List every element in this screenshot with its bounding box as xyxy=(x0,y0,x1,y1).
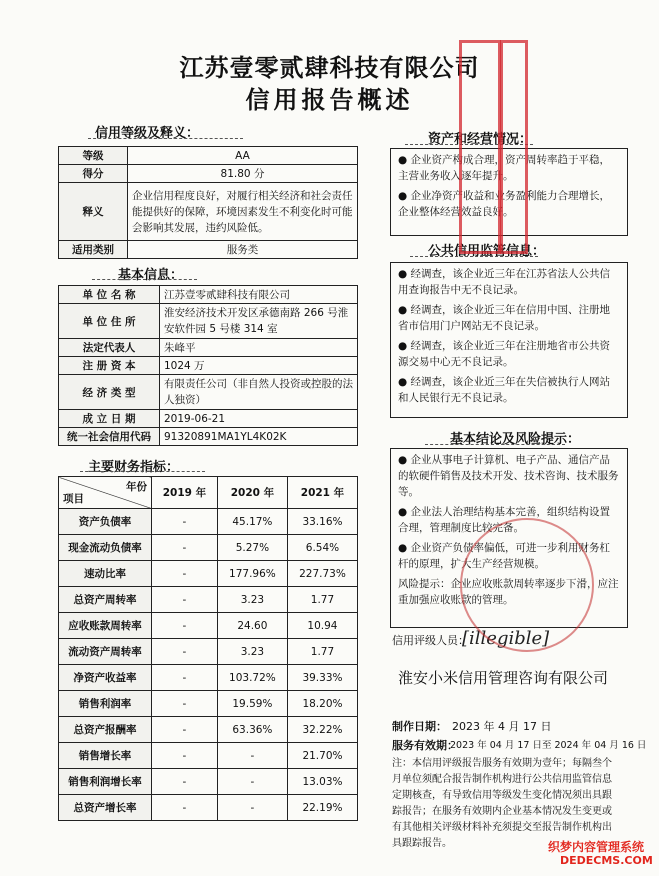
metric-value: 10.94 xyxy=(287,613,357,639)
metric-name: 销售增长率 xyxy=(59,743,152,769)
company-seal xyxy=(460,518,594,652)
header-year: 年份 xyxy=(126,481,147,493)
report-subtitle: 信用报告概述 xyxy=(245,85,414,114)
metric-value: 32.22% xyxy=(287,717,357,743)
credit-section-title: 信用等级及释义： xyxy=(95,126,200,141)
conclusion-item: ● 企业从事电子计算机、电子产品、通信产品的软硬件销售及技术开发、技术咨询、技术服务等。 xyxy=(398,454,619,498)
metric-value: - xyxy=(152,795,218,821)
supervision-item: ● 经调查，该企业近三年在注册地省市公共资源交易中心无不良记录。 xyxy=(398,340,610,368)
basic-key: 经 济 类 型 xyxy=(59,375,160,410)
conclusion-item: ● 企业法人治理结构基本完善，组织结构设置合理，管理制度比较完备。 xyxy=(398,506,610,534)
metric-name: 速动比率 xyxy=(59,561,152,587)
validity-note: 注：本信用评级报告服务有效期为壹年；每隔叁个月单位须配合报告制作机构进行公共信用监管信息定期核查，有导致信用等级发生变化情况须出具跟踪报告；在服务有效期内企业基本情况发生变更或有其他相关评级材料补充须提交至报告制作机构出具跟踪报告。 xyxy=(392,758,612,849)
metric-value: - xyxy=(217,743,287,769)
basic-value: 91320891MA1YL4K02K xyxy=(160,428,358,446)
supervision-item: ● 经调查，该企业近三年在信用中国、注册地省市信用门户网站无不良记录。 xyxy=(398,304,610,332)
metric-value: 24.60 xyxy=(217,613,287,639)
valid-label: 服务有效期： xyxy=(392,739,458,752)
metric-value: 33.16% xyxy=(287,509,357,535)
metric-value: 45.17% xyxy=(217,509,287,535)
metric-name: 销售利润率 xyxy=(59,691,152,717)
metric-name: 资产负债率 xyxy=(59,509,152,535)
metric-value: 3.23 xyxy=(217,587,287,613)
credit-table xyxy=(58,146,358,259)
year-header: 2020 年 xyxy=(217,477,287,509)
metric-value: - xyxy=(152,769,218,795)
evaluator-label: 信用评级人员： xyxy=(392,634,469,647)
made-date-label: 制作日期： xyxy=(392,720,447,733)
metric-value: 19.59% xyxy=(217,691,287,717)
evaluator-signature: [illegible] xyxy=(462,628,550,649)
valid-date: 2023 年 04 月 17 日至 2024 年 04 月 16 日 xyxy=(450,740,647,751)
metric-name: 总资产周转率 xyxy=(59,587,152,613)
seal-stamp xyxy=(500,40,528,254)
assets-item: ● 企业资产构成合理，资产周转率趋于平稳，主营业务收入逐年提升。 xyxy=(398,154,610,182)
metric-value: - xyxy=(152,665,218,691)
finance-section-title: 主要财务指标： xyxy=(88,460,180,475)
metric-name: 现金流动负债率 xyxy=(59,535,152,561)
metric-value: - xyxy=(152,743,218,769)
metric-value: - xyxy=(152,717,218,743)
metric-value: - xyxy=(152,509,218,535)
metric-value: - xyxy=(217,769,287,795)
metric-value: - xyxy=(152,587,218,613)
basic-value: 江苏壹零贰肆科技有限公司 xyxy=(160,286,358,304)
basic-value: 有限责任公司（非自然人投资或控股的法人独资） xyxy=(160,375,358,410)
metric-value: 227.73% xyxy=(287,561,357,587)
header-item: 项目 xyxy=(63,493,84,505)
basic-value: 淮安经济技术开发区承德南路 266 号淮安软件园 5 号楼 314 室 xyxy=(160,304,358,339)
metric-value: 1.77 xyxy=(287,639,357,665)
basic-key: 单 位 住 所 xyxy=(59,304,160,339)
metric-value: 39.33% xyxy=(287,665,357,691)
year-header: 2019 年 xyxy=(152,477,218,509)
supervision-box xyxy=(390,262,628,418)
supervision-item: ● 经调查，该企业近三年在失信被执行人网站和人民银行无不良记录。 xyxy=(398,376,610,404)
made-date: 2023 年 4 月 17 日 xyxy=(452,720,552,733)
basic-value: 1024 万 xyxy=(160,357,358,375)
seal-stamp xyxy=(459,40,501,254)
metric-name: 应收账款周转率 xyxy=(59,613,152,639)
metric-name: 流动资产周转率 xyxy=(59,639,152,665)
score-label: 得分 xyxy=(59,165,128,183)
watermark-line2: DEDECMS.COM xyxy=(560,854,653,867)
metric-value: - xyxy=(152,691,218,717)
basic-value: 朱峰平 xyxy=(160,339,358,357)
metric-value: 103.72% xyxy=(217,665,287,691)
conclusion-section-title: 基本结论及风险提示： xyxy=(450,432,581,447)
assets-section-title: 资产和经营情况： xyxy=(428,132,533,147)
grade-value: AA xyxy=(128,147,358,165)
basic-section-title: 基本信息： xyxy=(118,268,184,283)
grade-label: 等级 xyxy=(59,147,128,165)
basic-key: 成 立 日 期 xyxy=(59,410,160,428)
metric-value: 21.70% xyxy=(287,743,357,769)
metric-value: 63.36% xyxy=(217,717,287,743)
metric-value: - xyxy=(152,535,218,561)
metric-name: 净资产收益率 xyxy=(59,665,152,691)
evaluator-company: 淮安小米信用管理咨询有限公司 xyxy=(397,669,608,687)
metric-value: - xyxy=(152,639,218,665)
metric-value: 22.19% xyxy=(287,795,357,821)
metric-value: - xyxy=(152,561,218,587)
metric-value: 177.96% xyxy=(217,561,287,587)
metric-value: - xyxy=(152,613,218,639)
metric-value: 5.27% xyxy=(217,535,287,561)
metric-value: 6.54% xyxy=(287,535,357,561)
basic-key: 统一社会信用代码 xyxy=(59,428,160,446)
basic-key: 法定代表人 xyxy=(59,339,160,357)
supervision-section-title: 公共信用监管信息： xyxy=(428,244,546,259)
basic-key: 注 册 资 本 xyxy=(59,357,160,375)
metric-value: 13.03% xyxy=(287,769,357,795)
basic-key: 单 位 名 称 xyxy=(59,286,160,304)
conclusion-item: ● 企业资产负债率偏低，可进一步利用财务杠杆的原理，扩大生产经营规模。 xyxy=(398,542,610,570)
basic-value: 2019-06-21 xyxy=(160,410,358,428)
metric-value: 18.20% xyxy=(287,691,357,717)
supervision-item: ● 经调查，该企业近三年在江苏省法人公共信用查询报告中无不良记录。 xyxy=(398,268,610,296)
meaning-label: 释义 xyxy=(59,183,128,241)
score-value: 81.80 分 xyxy=(128,165,358,183)
metric-value: 3.23 xyxy=(217,639,287,665)
meaning-value: 企业信用程度良好，对履行相关经济和社会责任能提供好的保障，环境因素发生不利变化时可能会影响其发展，违约风险低。 xyxy=(128,183,358,241)
metric-name: 总资产增长率 xyxy=(59,795,152,821)
assets-item: ● 企业净资产收益和业务盈利能力合理增长，企业整体经营效益良好。 xyxy=(398,190,610,218)
basic-table xyxy=(58,285,358,446)
report-title: 江苏壹零贰肆科技有限公司 xyxy=(179,53,480,82)
metric-value: 1.77 xyxy=(287,587,357,613)
category-value: 服务类 xyxy=(128,241,358,259)
category-label: 适用类别 xyxy=(59,241,128,259)
finance-table xyxy=(58,476,358,821)
conclusion-item: 风险提示：企业应收账款周转率逐步下滑，应注重加强应收账款的管理。 xyxy=(398,578,619,606)
year-header: 2021 年 xyxy=(287,477,357,509)
metric-name: 销售利润增长率 xyxy=(59,769,152,795)
metric-value: - xyxy=(217,795,287,821)
watermark-line1: 织梦内容管理系统 xyxy=(548,840,645,854)
metric-name: 总资产报酬率 xyxy=(59,717,152,743)
